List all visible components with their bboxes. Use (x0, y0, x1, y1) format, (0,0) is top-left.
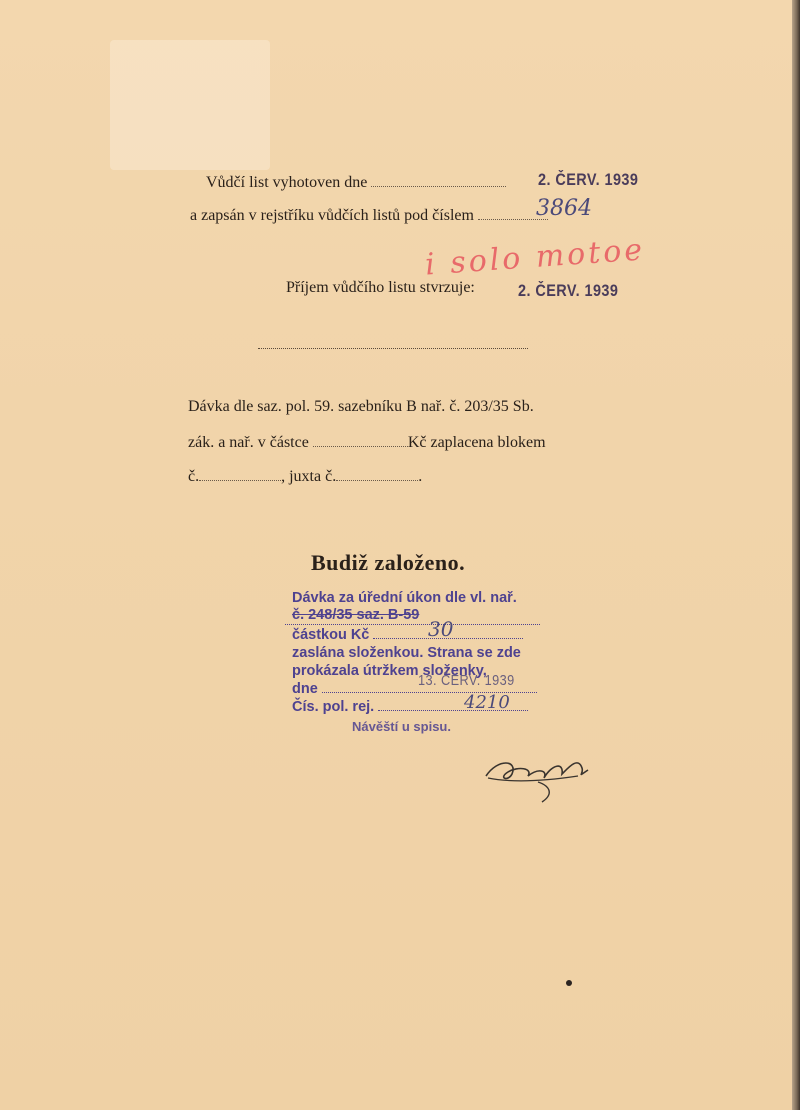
dotted-blank (313, 445, 408, 447)
signature-scribble (478, 738, 598, 808)
fee-line-3-label: č. (188, 468, 200, 485)
stamp-amount-label: částkou Kč (292, 627, 370, 643)
resolution-heading: Budiž založeno. (311, 550, 466, 575)
dotted-blank (199, 479, 281, 481)
dotted-blank (371, 185, 506, 187)
fee-line-2-label: zák. a nař. v částce (188, 434, 309, 451)
stamp-line-1: Dávka za úřední úkon dle vl. nař. (292, 590, 517, 606)
page-edge (792, 0, 800, 1110)
stamp-footer: Návěští u spisu. (352, 719, 451, 734)
fee-line-2-suffix: Kč zaplacena blokem (407, 434, 546, 451)
stamp-rule (285, 624, 540, 625)
fee-line-2 (188, 434, 546, 452)
registered-label: a zapsán v rejstříku vůdčích listů pod číslem (190, 207, 474, 224)
dotted-blank (336, 479, 418, 481)
issued-line (206, 174, 506, 192)
stamp-amount: 30 (428, 617, 454, 641)
receipt-line (286, 279, 475, 297)
faded-area (110, 40, 270, 170)
register-number: 3864 (536, 196, 592, 221)
registered-line (190, 207, 548, 225)
fee-line-3-mid: , juxta č. (281, 468, 337, 485)
stamp-reg-label: Čís. pol. rej. (292, 699, 375, 715)
signature (478, 738, 598, 808)
issued-label: Vůdčí list vyhotoven dne (206, 174, 368, 191)
ink-dot (566, 980, 572, 986)
fee-line-1: Dávka dle saz. pol. 59. sazebníku B nař. č. 203/35 Sb. (188, 398, 534, 415)
stamp-line-2: č. 248/35 saz. B-59 (292, 607, 420, 623)
stamp-line-5: prokázala útržkem složenky, (292, 663, 487, 679)
fee-line-3-end: . (418, 468, 423, 485)
red-handwritten-note: i solo motoe (424, 232, 647, 283)
stamp-line-3 (292, 627, 523, 643)
stamp-date-value: 13. ČERV. 1939 (418, 672, 515, 689)
issued-date-stamp: 2. ČERV. 1939 (538, 170, 639, 189)
fee-line-3 (188, 468, 422, 486)
stamp-reg-value: 4210 (464, 692, 510, 713)
receipt-date-stamp: 2. ČERV. 1939 (518, 281, 619, 300)
stamp-date-label: dne (292, 681, 318, 697)
receipt-label: Příjem vůdčího listu stvrzuje: (286, 279, 475, 296)
stamp-line-4: zaslána složenkou. Strana se zde (292, 645, 521, 661)
signature-rule (258, 348, 528, 349)
